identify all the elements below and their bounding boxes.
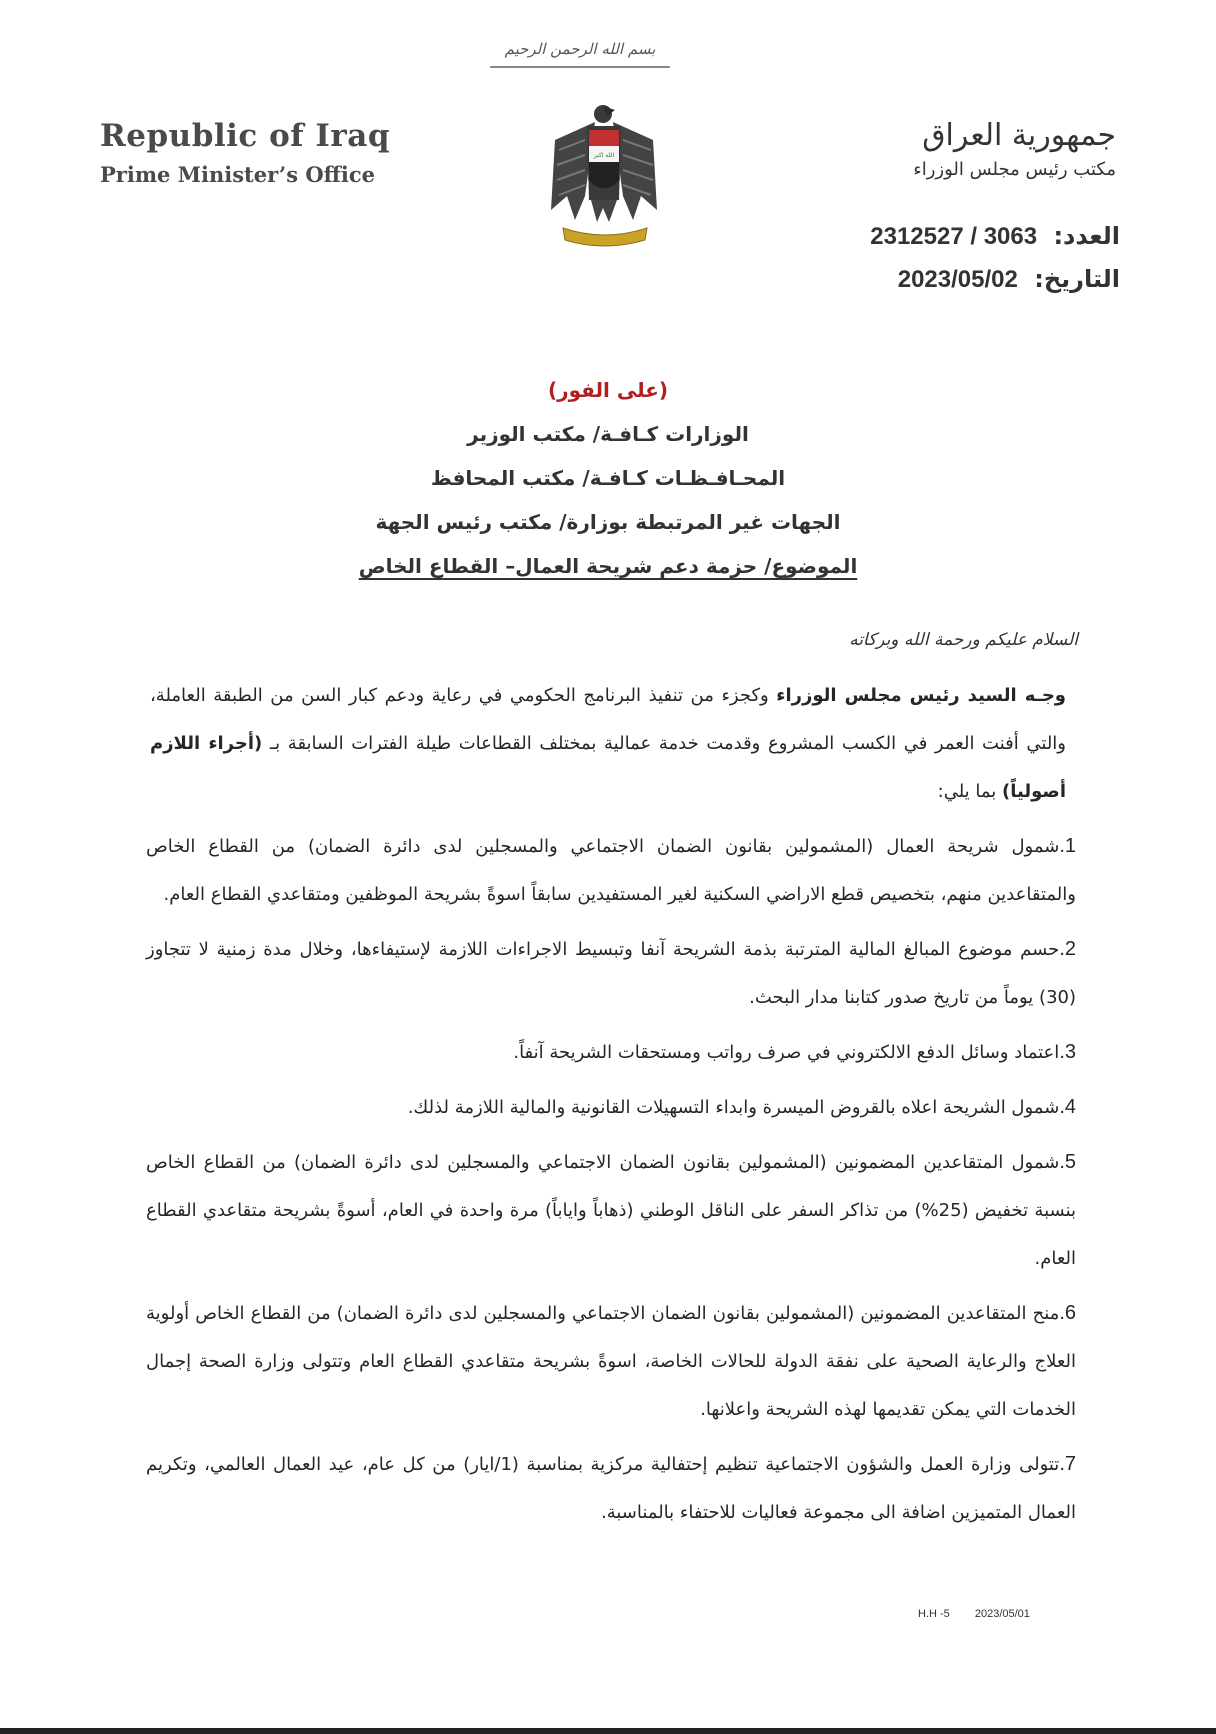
english-letterhead — [100, 118, 400, 187]
directive-item — [146, 1138, 1076, 1283]
reference-number-value: 2312527 / 3063 — [870, 223, 1038, 250]
footer-code-text: H.H -5 — [918, 1608, 950, 1620]
directive-item-text: شمول شريحة العمال (المشمولين بقانون الضمان الاجتماعي والمسجلين لدى دائرة الضمان) من القطاع الخاص والمتقاعدين منهم، بتخصيص قطع الاراضي السكنية لغير المستفيدين سابقاً اسوةً بشريحة الموظفين ومتقاعدي القطاع العام. — [146, 836, 1076, 905]
iraq-eagle-emblem-icon — [545, 100, 665, 250]
greeting: السلام عليكم ورحمة الله وبركاته — [849, 630, 1078, 650]
directive-list — [146, 822, 1076, 1543]
intro-bold-end: (أجراء اللازم أصولياً) — [150, 733, 1066, 802]
arabic-letterhead — [756, 118, 1116, 180]
urgency-label: (على الفور) — [547, 378, 669, 402]
page-bottom-edge — [0, 1728, 1216, 1734]
directive-item-number: 1. — [1059, 835, 1076, 857]
directive-item-number: 6. — [1059, 1302, 1076, 1324]
directive-item-text: حسم موضوع المبالغ المالية المترتبة بذمة الشريحة آنفا وتبسيط الاجراءات اللازمة لإستيفاءها، وخلال مدة زمنية لا تتجاوز (30) يوماً من تاريخ صدور كتابنا مدار البحث. — [146, 939, 1076, 1008]
english-subtitle: Prime Minister’s Office — [100, 162, 376, 187]
directive-item — [146, 1028, 1076, 1077]
directive-item-number: 4. — [1059, 1096, 1076, 1118]
intro-bold-start: وجـه السيد رئيس مجلس الوزراء — [776, 685, 1066, 706]
directive-item-text: تتولى وزارة العمل والشؤون الاجتماعية تنظيم إحتفالية مركزية بمناسبة (1/ايار) من كل عام، عيد العمال العالمي، وتكريم العمال المتميزين اضافة الى مجموعة فعاليات للاحتفاء بالمناسبة. — [146, 1454, 1076, 1523]
arabic-subtitle: مكتب رئيس مجلس الوزراء — [913, 159, 1116, 180]
directive-item — [146, 822, 1076, 919]
directive-item — [146, 1083, 1076, 1132]
english-title: Republic of Iraq — [100, 118, 390, 154]
directive-item-number: 7. — [1059, 1453, 1076, 1475]
footer-date: 2023/05/01 — [974, 1608, 1030, 1620]
directive-item-number: 3. — [1059, 1041, 1076, 1063]
addressee-block — [150, 378, 1066, 578]
intro-text: وكجزء من تنفيذ البرنامج الحكومي في رعاية ودعم كبار السن من الطبقة العاملة، والتي أفنت العمر في الكسب المشروع وقدمت خدمة عمالية بمختلف القطاعات طيلة الفترات السابقة بـ — [150, 685, 1067, 754]
svg-text:الله اكبر: الله اكبر — [593, 152, 615, 159]
intro-paragraph — [150, 672, 1066, 816]
directive-item-text: شمول الشريحة اعلاه بالقروض الميسرة وابداء التسهيلات القانونية والمالية اللازمة لذلك. — [407, 1097, 1060, 1118]
intro-text-end: بما يلي: — [937, 781, 1003, 802]
reference-number-row — [720, 222, 1120, 251]
reference-block — [720, 222, 1120, 308]
arabic-title: جمهورية العراق — [922, 118, 1116, 153]
directive-item-text: اعتماد وسائل الدفع الالكتروني في صرف رواتب ومستحقات الشريحة آنفاً. — [513, 1042, 1060, 1063]
directive-item — [146, 925, 1076, 1022]
basmala-text: بسم الله الرحمن الرحيم — [504, 40, 656, 58]
directive-item-text: منح المتقاعدين المضمونين (المشمولين بقانون الضمان الاجتماعي والمسجلين لدى دائرة الضمان) من القطاع الخاص أولوية العلاج والرعاية الصحية على نفقة الدولة للحالات الخاصة، اسوةً بشريحة متقاعدي القطاع العام وتتولى وزارة الصحة إجمال الخدمات التي يمكن تقديمها لهذه الشريحة واعلانها. — [146, 1303, 1076, 1420]
directive-item-text: شمول المتقاعدين المضمونين (المشمولين بقانون الضمان الاجتماعي والمسجلين لدى دائرة الضمان) من القطاع الخاص بنسبة تخفيض (25%) من تذاكر السفر على الناقل الوطني (ذهاباً واياباً) مرة واحدة في العام، أسوةً بشريحة متقاعدي القطاع العام. — [146, 1152, 1077, 1269]
addressee-line-1: الوزارات كـافـة/ مكتب الوزير — [467, 422, 749, 446]
addressee-line-2: المحـافـظـات كـافـة/ مكتب المحافظ — [430, 466, 786, 490]
basmala-flourish — [490, 66, 670, 68]
directive-item-number: 5. — [1059, 1151, 1076, 1173]
reference-number-label: العدد: — [1053, 222, 1120, 250]
addressee-line-3: الجهات غير المرتبطة بوزارة/ مكتب رئيس الجهة — [375, 510, 841, 534]
directive-item — [146, 1289, 1076, 1434]
directive-item — [146, 1440, 1076, 1537]
basmala-calligraphy — [480, 40, 680, 80]
footer-code — [918, 1608, 1052, 1620]
emblem-svg — [545, 100, 665, 250]
reference-date-label: التاريخ: — [1034, 265, 1120, 293]
subject-line: الموضوع/ حزمة دعم شريحة العمال– القطاع الخاص — [358, 554, 858, 578]
reference-date-value: 2023/05/02 — [897, 266, 1018, 293]
reference-date-row — [720, 265, 1120, 294]
directive-item-number: 2. — [1059, 938, 1076, 960]
